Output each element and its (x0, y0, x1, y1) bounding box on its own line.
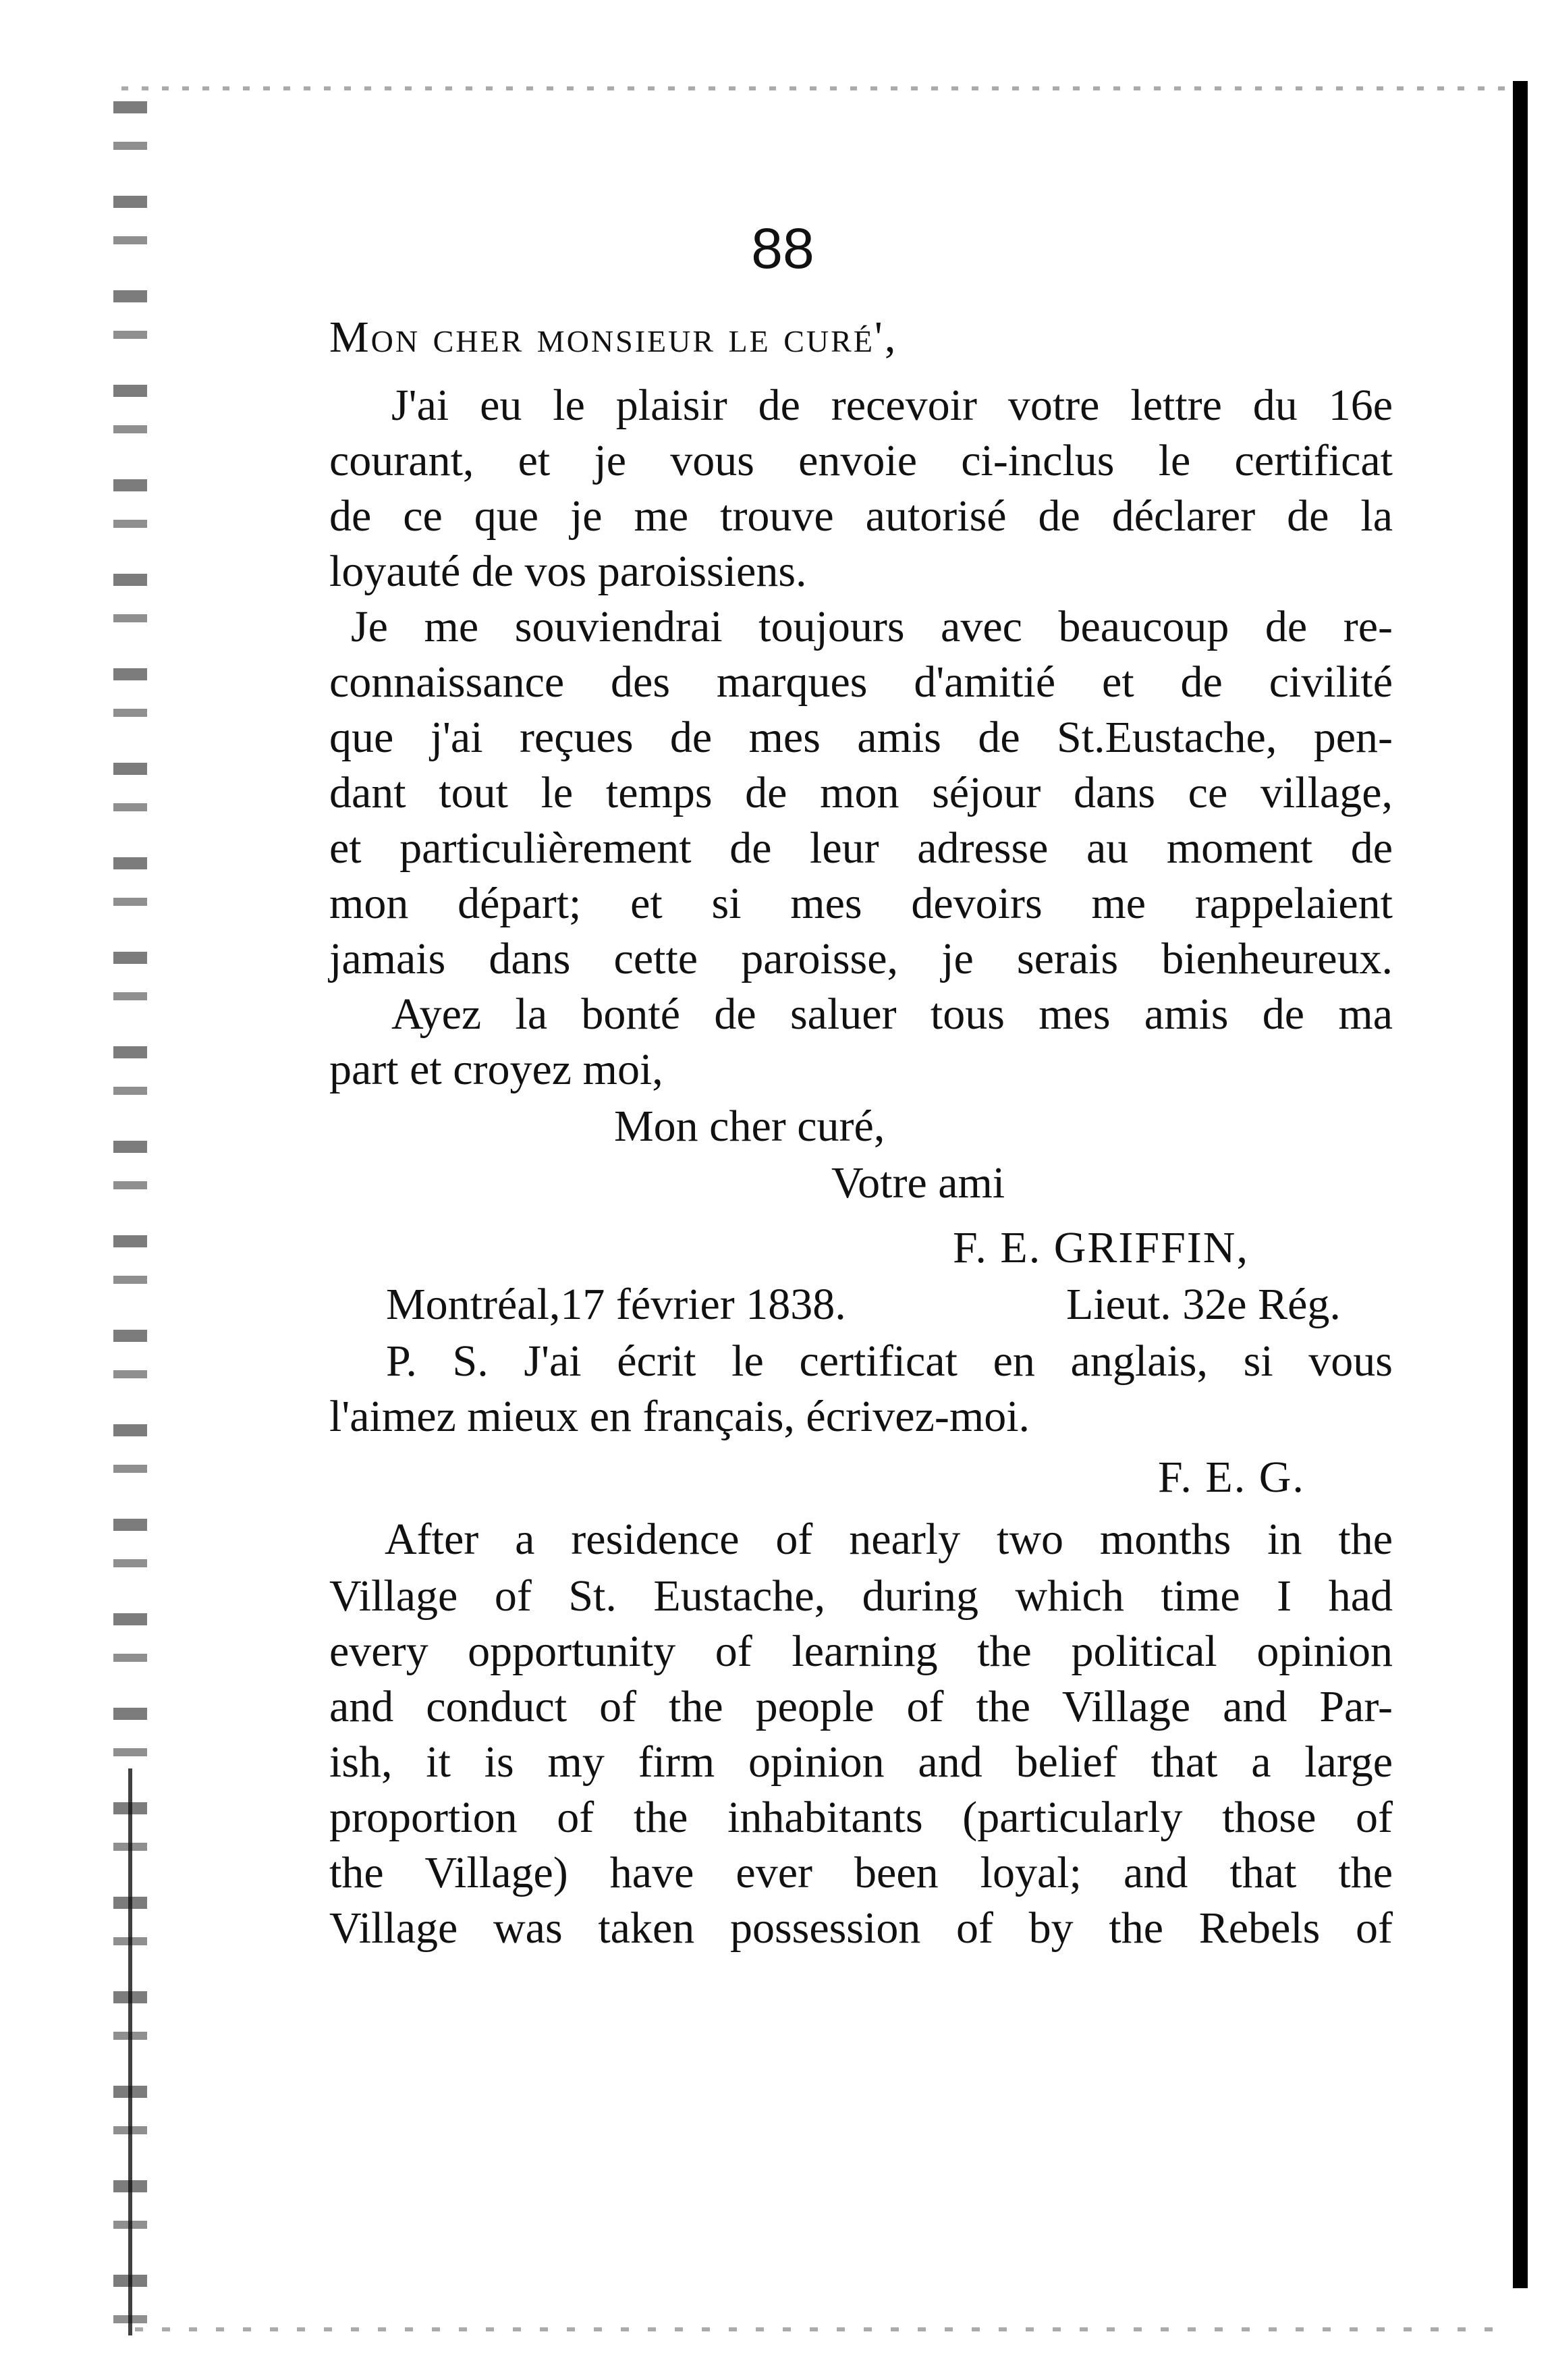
letter-salutation: Mon cher monsieur le curé', (329, 313, 898, 362)
letter-line: part et croyez moi, (329, 1045, 663, 1094)
certificate-line: ish, it is my firm opinion and belief that a large (329, 1737, 1393, 1787)
certificate-line: every opportunity of learning the political opinion (329, 1627, 1393, 1676)
certificate-line: Village of St. Eustache, during which time I had (329, 1571, 1393, 1621)
certificate-line: proportion of the inhabitants (particularly those of (329, 1793, 1393, 1842)
letter-line: connaissance des marques d'amitié et de civilité (329, 657, 1393, 707)
postscript-line: l'aimez mieux en français, écrivez-moi. (329, 1392, 1030, 1441)
page-binding-line (128, 1768, 132, 2335)
letter-line: dant tout le temps de mon séjour dans ce village, (329, 768, 1393, 817)
letter-line: et particulièrement de leur adresse au moment de (329, 823, 1393, 873)
page-number: 88 (751, 217, 814, 280)
letter-line: Ayez la bonté de saluer tous mes amis de ma (391, 990, 1393, 1039)
letter-line: de ce que je me trouve autorisé de déclarer de la (329, 491, 1393, 541)
letter-line: jamais dans cette paroisse, je serais bienheureux. (329, 934, 1393, 983)
postscript-line: P. S. J'ai écrit le certificat en anglais, si vous (386, 1336, 1393, 1386)
letter-line: mon départ; et si mes devoirs me rappelaient (329, 879, 1393, 928)
letter-rank: Lieut. 32e Rég. (1066, 1280, 1341, 1329)
letter-closing: Votre ami (831, 1158, 1005, 1208)
letter-line: Je me souviendrai toujours avec beaucoup de re- (351, 602, 1393, 651)
letter-place-date: Montréal,17 février 1838. (386, 1280, 846, 1329)
letter-line: loyauté de vos paroissiens. (329, 547, 807, 596)
letter-initials: F. E. G. (1158, 1453, 1305, 1502)
page-right-edge (1513, 81, 1528, 2288)
certificate-line: After a residence of nearly two months in the (385, 1515, 1393, 1564)
letter-signature: F. E. GRIFFIN, (953, 1223, 1249, 1272)
certificate-line: the Village) have ever been loyal; and that the (329, 1848, 1393, 1897)
letter-line: J'ai eu le plaisir de recevoir votre lettre du 16e (391, 381, 1393, 430)
page-bottom-edge (135, 2327, 1505, 2331)
letter-line: que j'ai reçues de mes amis de St.Eustache, pen- (329, 713, 1393, 762)
letter-line: courant, et je vous envoie ci-inclus le certificat (329, 436, 1393, 485)
page-top-edge (121, 86, 1505, 90)
certificate-line: Village was taken possession of by the Rebels of (329, 1903, 1393, 1953)
letter-closing: Mon cher curé, (614, 1102, 885, 1151)
certificate-line: and conduct of the people of the Village and Par- (329, 1682, 1393, 1731)
